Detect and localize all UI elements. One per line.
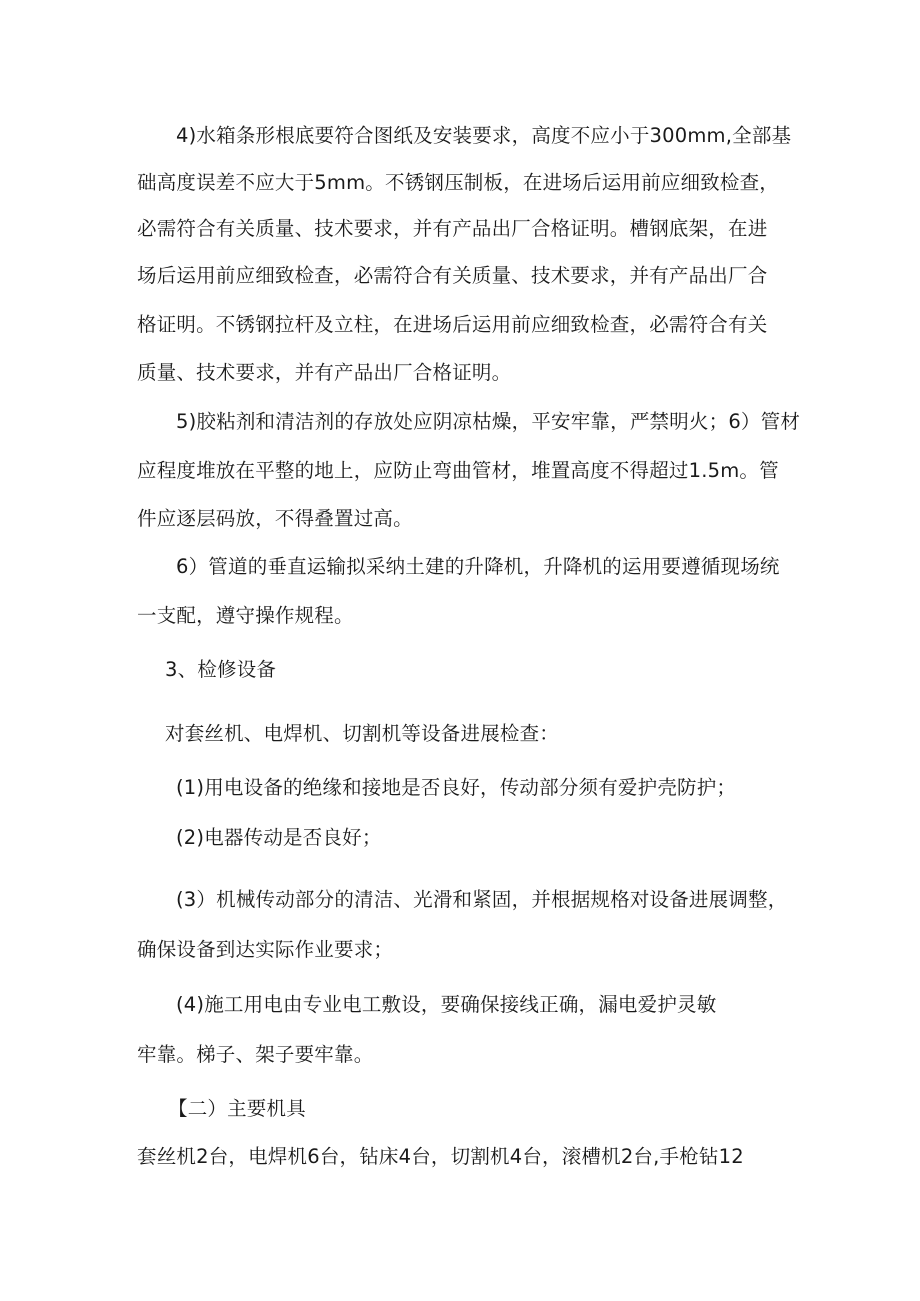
inspection-item-1: (1)用电设备的绝缘和接地是否良好，传动部分须有爱护壳防护；: [176, 776, 737, 799]
section-heading-3: 3、检修设备: [165, 658, 277, 681]
paragraph-4-line-3: 必需符合有关质量、技术要求，并有产品出厂合格证明。槽钢底架，在进: [137, 217, 768, 240]
paragraph-4-line-1: 4)水箱条形根底要符合图纸及安装要求，高度不应小于300mm,全部基: [176, 124, 792, 147]
inspection-item-3-line-2: 确保设备到达实际作业要求；: [137, 938, 394, 961]
inspection-item-4-line-2: 牢靠。梯子、架子要牢靠。: [137, 1043, 374, 1066]
inspection-item-3-line-1: (3）机械传动部分的清洁、光滑和紧固，并根据规格对设备进展调整，: [176, 888, 788, 911]
tools-list-line-1: 套丝机2台，电焊机6台，钻床4台，切割机4台，滚槽机2台,手枪钻12: [137, 1145, 744, 1168]
paragraph-6-line-1: 6）管道的垂直运输拟采纳土建的升降机，升降机的运用要遵循现场统: [176, 555, 780, 578]
paragraph-5-line-1: 5)胶粘剂和清洁剂的存放处应阴凉枯燥，平安牢靠，严禁明火；6）管材: [176, 410, 801, 433]
inspection-item-4-line-1: (4)施工用电由专业电工敷设，要确保接线正确，漏电爱护灵敏: [176, 993, 717, 1016]
inspection-intro: 对套丝机、电焊机、切割机等设备进展检查：: [165, 722, 560, 745]
inspection-item-2: (2)电器传动是否良好；: [176, 826, 382, 849]
paragraph-4-line-5: 格证明。不锈钢拉杆及立柱，在进场后运用前应细致检查，必需符合有关: [137, 313, 768, 336]
paragraph-4-line-4: 场后运用前应细致检查，必需符合有关质量、技术要求，并有产品出厂合: [137, 264, 768, 287]
section-heading-main-tools: 【二）主要机具: [168, 1097, 306, 1120]
paragraph-4-line-2: 础高度误差不应大于5mm。不锈钢压制板，在进场后运用前应细致检查，: [137, 171, 779, 194]
paragraph-5-line-2: 应程度堆放在平整的地上，应防止弯曲管材，堆置高度不得超过1.5m。管: [137, 459, 779, 482]
paragraph-4-line-6: 质量、技术要求，并有产品出厂合格证明。: [137, 361, 512, 384]
paragraph-5-line-3: 件应逐层码放，不得叠置过高。: [137, 507, 413, 530]
paragraph-6-line-2: 一支配，遵守操作规程。: [137, 604, 354, 627]
